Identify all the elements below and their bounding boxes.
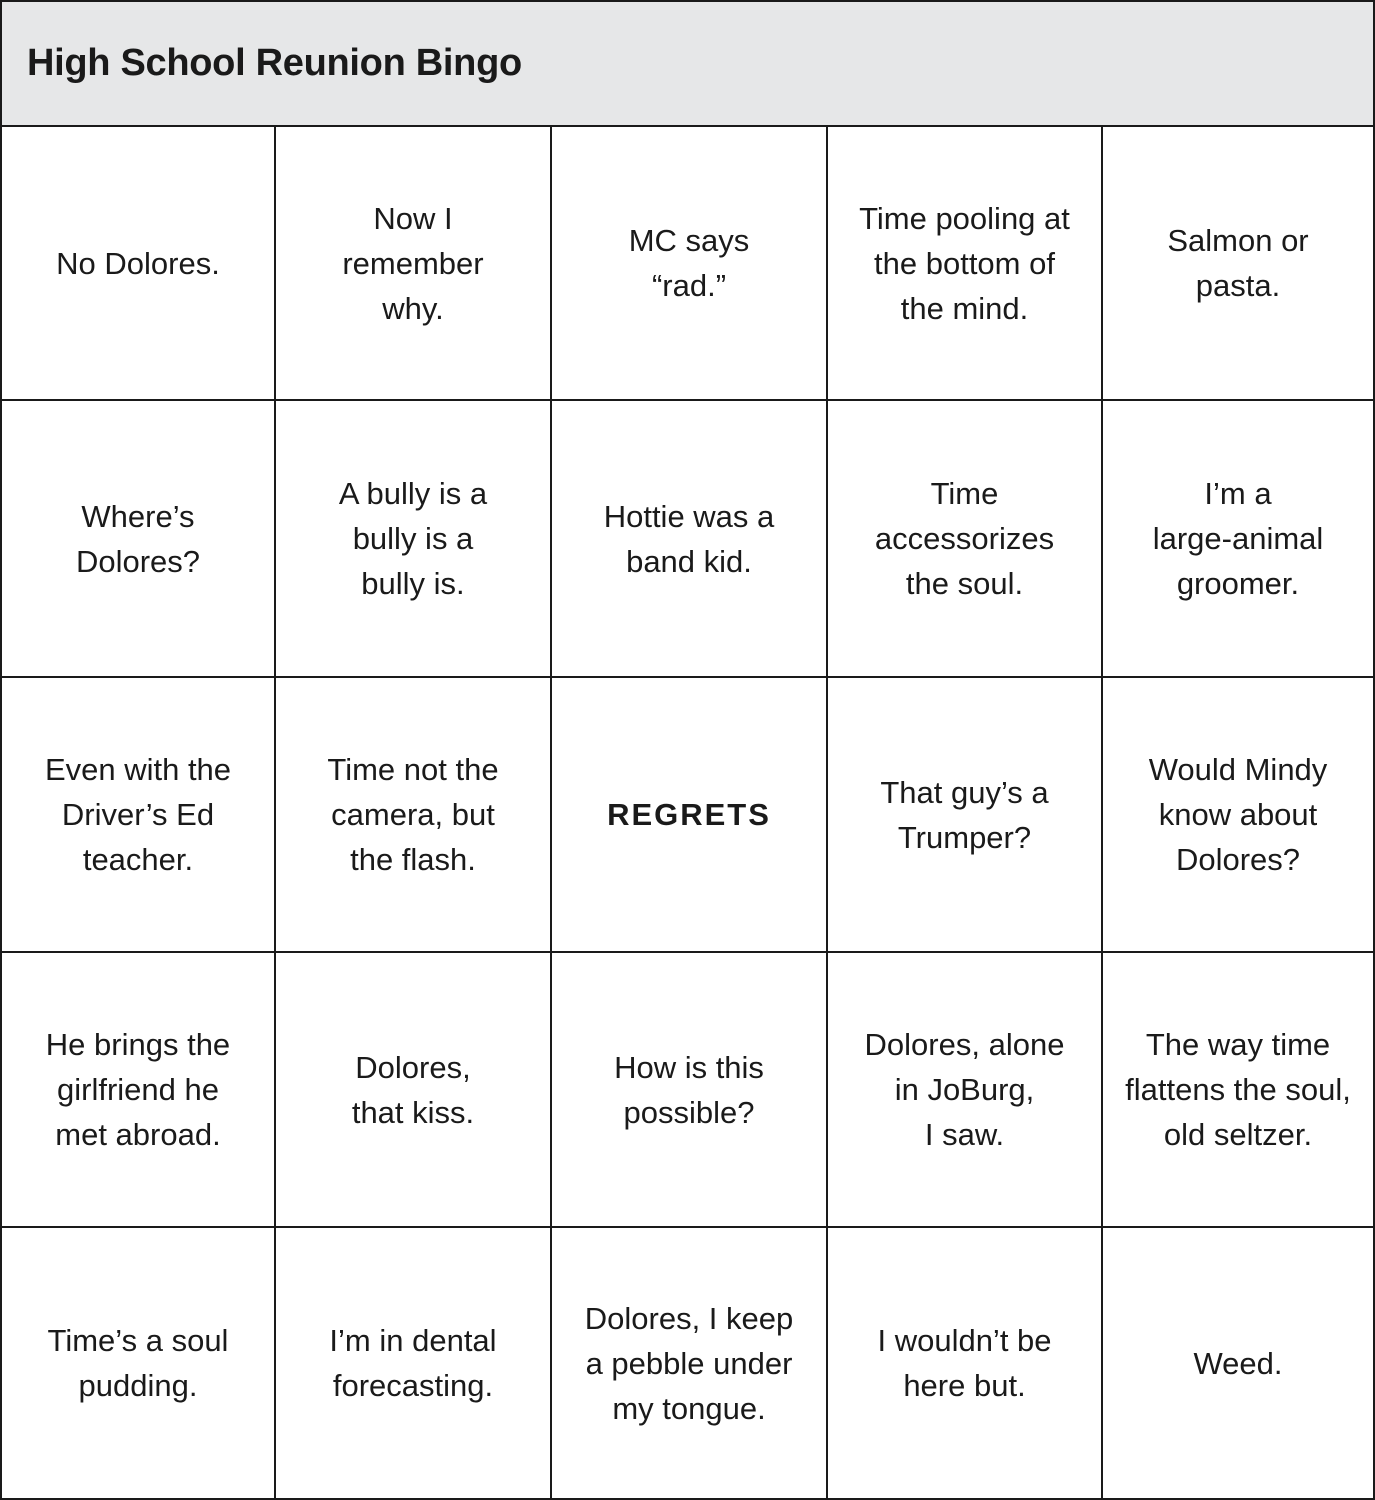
- bingo-cell-r5-c4[interactable]: [828, 1228, 1103, 1498]
- bingo-cell-r1-c5[interactable]: [1103, 127, 1373, 401]
- bingo-cell-text: Time not the camera, but the flash.: [327, 752, 499, 877]
- page-title: High School Reunion Bingo: [27, 42, 522, 84]
- bingo-cell-text: Hottie was a band kid.: [603, 498, 775, 579]
- bingo-cell-text: I’m a large-animal groomer.: [1152, 476, 1324, 601]
- bingo-cell-r2-c5[interactable]: [1103, 401, 1373, 678]
- bingo-cell-r2-c3[interactable]: [552, 401, 828, 678]
- bingo-cell-text: Where’s Dolores?: [75, 498, 201, 579]
- bingo-cell-r3-c1[interactable]: [2, 678, 276, 953]
- bingo-cell-r1-c2[interactable]: [276, 127, 552, 401]
- free-space-label: REGRETS: [607, 797, 771, 832]
- bingo-cell-text: MC says “rad.”: [628, 223, 750, 303]
- bingo-cell-text: I wouldn’t be here but.: [877, 1323, 1052, 1403]
- bingo-cell-r4-c2[interactable]: [276, 953, 552, 1228]
- bingo-cell-text: How is this possible?: [614, 1049, 764, 1130]
- bingo-cell-text: Dolores, that kiss.: [351, 1049, 475, 1130]
- bingo-cell-text: Dolores, alone in JoBurg, I saw.: [864, 1027, 1065, 1152]
- bingo-cell-r4-c3[interactable]: [552, 953, 828, 1228]
- bingo-cell-r4-c4[interactable]: [828, 953, 1103, 1228]
- bingo-cell-r5-c3[interactable]: [552, 1228, 828, 1498]
- bingo-cell-text: He brings the girlfriend he met abroad.: [45, 1027, 231, 1152]
- bingo-cell-text: Time’s a soul pudding.: [47, 1323, 229, 1403]
- bingo-cell-r4-c1[interactable]: [2, 953, 276, 1228]
- bingo-cell-text: That guy’s a Trumper?: [880, 774, 1049, 855]
- bingo-cell-r2-c2[interactable]: [276, 401, 552, 678]
- bingo-grid: [0, 125, 1375, 1500]
- bingo-cell-text: Even with the Driver’s Ed teacher.: [44, 752, 232, 877]
- bingo-cell-text: Weed.: [1193, 1345, 1283, 1381]
- bingo-cell-r3-c2[interactable]: [276, 678, 552, 953]
- bingo-cell-text: No Dolores.: [56, 245, 220, 281]
- bingo-cell-r1-c1[interactable]: [2, 127, 276, 401]
- bingo-cell-r3-c4[interactable]: [828, 678, 1103, 953]
- bingo-cell-r5-c2[interactable]: [276, 1228, 552, 1498]
- bingo-cell-text: Would Mindy know about Dolores?: [1148, 752, 1328, 877]
- bingo-cell-text: Now I remember why.: [342, 200, 484, 326]
- bingo-cell-r5-c5[interactable]: [1103, 1228, 1373, 1498]
- bingo-cell-text: Dolores, I keep a pebble under my tongue.: [584, 1300, 794, 1426]
- bingo-cell-r3-c5[interactable]: [1103, 678, 1373, 953]
- bingo-cell-r1-c4[interactable]: [828, 127, 1103, 401]
- bingo-cell-text: Time pooling at the bottom of the mind.: [859, 200, 1070, 326]
- title-bar: [0, 0, 1375, 127]
- bingo-cell-r4-c5[interactable]: [1103, 953, 1373, 1228]
- bingo-cell-text: Salmon or pasta.: [1167, 223, 1309, 303]
- bingo-cell-r2-c1[interactable]: [2, 401, 276, 678]
- bingo-free-space[interactable]: [552, 678, 828, 953]
- bingo-cell-r5-c1[interactable]: [2, 1228, 276, 1498]
- bingo-cell-r2-c4[interactable]: [828, 401, 1103, 678]
- bingo-cell-text: The way time flattens the soul, old seltzer.: [1125, 1027, 1351, 1152]
- bingo-cell-r1-c3[interactable]: [552, 127, 828, 401]
- bingo-cell-text: I’m in dental forecasting.: [329, 1323, 497, 1403]
- bingo-cell-text: Time accessorizes the soul.: [874, 476, 1055, 601]
- bingo-cell-text: A bully is a bully is a bully is.: [338, 476, 488, 601]
